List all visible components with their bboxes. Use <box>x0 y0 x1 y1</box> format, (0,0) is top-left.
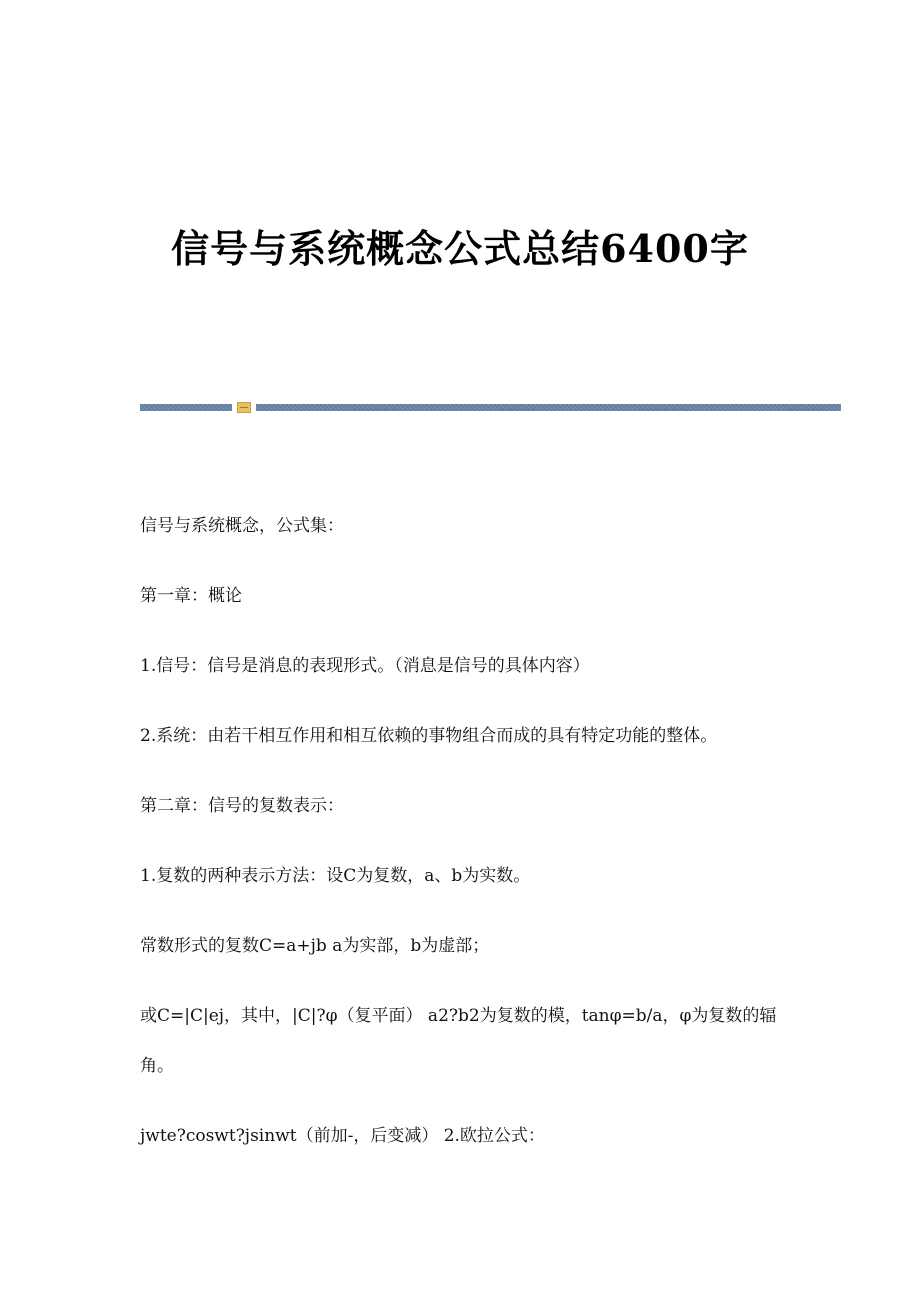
divider-bar-left <box>140 404 232 411</box>
title-divider <box>140 402 841 414</box>
paragraph-intro: 信号与系统概念，公式集： <box>140 516 344 536</box>
paragraph-complex-forms: 1.复数的两种表示方法：设C为复数，a、b为实数。 <box>140 866 531 886</box>
paragraph-chapter-1: 第一章：概论 <box>140 586 242 606</box>
paragraph-system-definition: 2.系统：由若干相互作用和相互依赖的事物组合而成的具有特定功能的整体。 <box>140 726 718 746</box>
divider-ornament-icon <box>237 402 251 413</box>
paragraph-rectangular-form: 常数形式的复数C=a+jb a为实部，b为虚部； <box>140 936 490 956</box>
paragraph-polar-form: 或C=|C|ej，其中，|C|?φ（复平面） a2?b2为复数的模，tanφ=b/a，φ为复数的辐角。 <box>140 1006 777 1076</box>
paragraph-chapter-2: 第二章：信号的复数表示： <box>140 796 344 816</box>
paragraph-signal-definition: 1.信号：信号是消息的表现形式。（消息是信号的具体内容） <box>140 656 590 676</box>
document-body <box>140 512 780 1192</box>
document-title: 信号与系统概念公式总结6400字 <box>171 226 749 271</box>
paragraph-euler-formula: jwte?coswt?jsinwt（前加-，后变减） 2.欧拉公式： <box>140 1126 545 1146</box>
divider-bar-right <box>256 404 841 411</box>
